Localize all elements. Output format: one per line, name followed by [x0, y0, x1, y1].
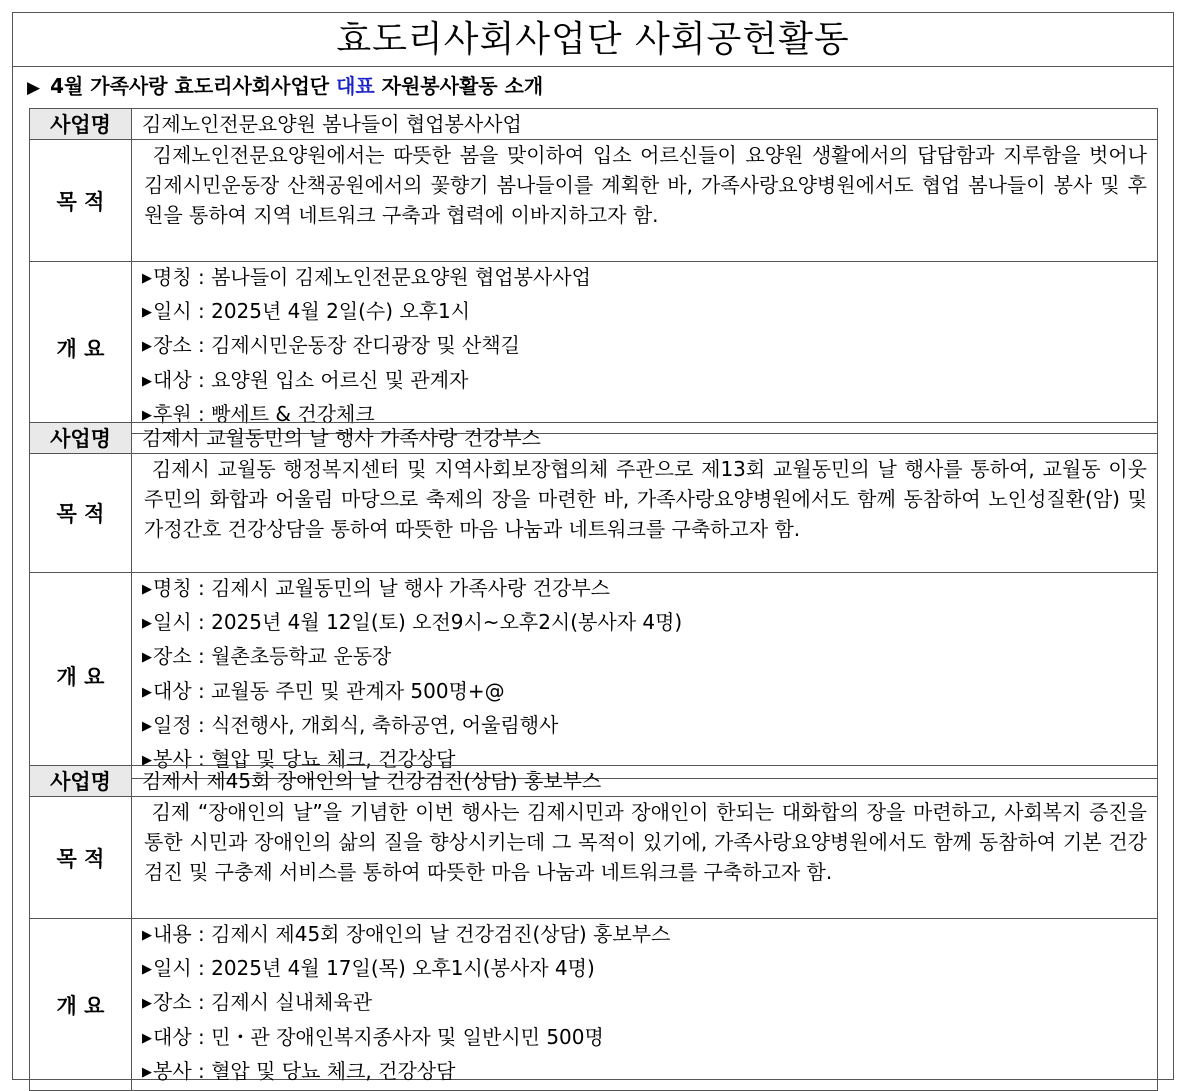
list-item: ▶명칭 : 봄나들이 김제노인전문요양원 협업봉사사업: [142, 265, 591, 289]
list-item: ▶대상 : 교월동 주민 및 관계자 500명+@: [142, 678, 505, 703]
section-heading: [27, 71, 543, 101]
purpose-text: 김제시 교월동 행정복지센터 및 지역사회보장협의체 주관으로 제13회 교월동민의 날 행사를 통하여, 교월동 이웃 주민의 화합과 어울림 마당으로 축제의 장을 마련한 바, 가족사랑요양병원에서도 함께 동참하여 노인성질환(암) 및 가정간호 건강상담을 통하여 따뜻한 마음 나눔과 네트워크를 구축하고자 함.: [144, 457, 1148, 542]
overview-label: 개 요: [30, 262, 132, 434]
project-name: 김제노인전문요양원 봄나들이 협업봉사사업: [132, 109, 1158, 140]
subhead-highlight: 대표: [336, 74, 375, 98]
project-label: 사업명: [30, 766, 132, 797]
small-triangle-bullet-icon: ▶: [142, 962, 152, 978]
project-name: 김제시 제45회 장애인의 날 건강검진(상담) 홍보부스: [132, 766, 1158, 797]
small-triangle-bullet-icon: ▶: [142, 582, 152, 597]
list-item: ▶후원 : 빵세트 & 건강체크: [142, 401, 375, 426]
list-item: ▶대상 : 민・관 장애인복지종사자 및 일반시민 500명: [142, 1024, 604, 1049]
document-frame: [12, 12, 1174, 1083]
list-item: ▶일정 : 식전행사, 개회식, 축하공연, 어울림행사: [142, 712, 559, 737]
subhead-prefix: 4월 가족사랑 효도리사회사업단: [50, 74, 330, 98]
purpose-label: 목 적: [30, 454, 132, 573]
small-triangle-bullet-icon: ▶: [142, 753, 152, 769]
list-item: ▶내용 : 김제시 제45회 장애인의 날 건강검진(상담) 홍보부스: [142, 922, 671, 946]
small-triangle-bullet-icon: ▶: [142, 339, 152, 355]
purpose-label: 목 적: [30, 140, 132, 262]
list-item: ▶대상 : 요양원 입소 어르신 및 관계자: [142, 367, 469, 392]
overview-list: [142, 919, 1147, 1090]
purpose-label: 목 적: [30, 797, 132, 919]
list-item: ▶명칭 : 김제시 교월동민의 날 행사 가족사랑 건강부스: [142, 576, 610, 600]
list-item: ▶일시 : 2025년 4월 2일(수) 오후1시: [142, 299, 471, 324]
triangle-right-icon: ▶: [27, 78, 41, 98]
small-triangle-bullet-icon: ▶: [142, 996, 152, 1012]
small-triangle-bullet-icon: ▶: [142, 718, 152, 734]
small-triangle-bullet-icon: ▶: [142, 1030, 152, 1046]
project-table-2: [29, 422, 1158, 779]
list-item: ▶장소 : 월촌초등학교 운동장: [142, 644, 392, 669]
subhead-suffix: 자원봉사활동 소개: [381, 74, 544, 98]
small-triangle-bullet-icon: ▶: [142, 271, 152, 286]
purpose-text: 김제노인전문요양원에서는 따뜻한 봄을 맞이하여 입소 어르신들이 요양원 생활에서의 답답함과 지루함을 벗어나 김제시민운동장 산책공원에서의 꽃향기 봄나들이를 계획한 바, 가족사랑요양병원에서도 협업 봄나들이 봉사 및 후원을 통하여 지역 네트워크 구축과 협력에 이바지하고자 함.: [144, 143, 1147, 228]
project-name: 김제시 교월동민의 날 행사 가족사랑 건강부스: [132, 423, 1158, 454]
project-table-1: [29, 108, 1158, 434]
overview-list: [142, 573, 1147, 778]
small-triangle-bullet-icon: ▶: [142, 650, 152, 666]
list-item: ▶봉사 : 혈압 및 당뇨 체크, 건강상담: [142, 747, 456, 772]
purpose-text: 김제 “장애인의 날”을 기념한 이번 행사는 김제시민과 장애인이 한되는 대화합의 장을 마련하고, 사회복지 증진을 통한 시민과 장애인의 삶의 질을 향상시키는데 그 목적이 있기에, 가족사랑요양병원에서도 함께 동참하여 기본 건강검진 및 구충제 서비스를 통하여 따뜻한 마음 나눔과 네트워크를 구축하고자 함.: [144, 800, 1147, 885]
overview-list: [142, 262, 1147, 433]
small-triangle-bullet-icon: ▶: [142, 407, 152, 423]
document-title: 효도리사회사업단 사회공헌활동: [13, 13, 1173, 67]
overview-label: 개 요: [30, 919, 132, 1091]
list-item: ▶장소 : 김제시민운동장 잔디광장 및 산책길: [142, 333, 520, 358]
list-item: ▶일시 : 2025년 4월 17일(목) 오후1시(봉사자 4명): [142, 956, 595, 981]
small-triangle-bullet-icon: ▶: [142, 684, 152, 700]
small-triangle-bullet-icon: ▶: [142, 616, 152, 632]
project-table-3: [29, 765, 1158, 1091]
list-item: ▶일시 : 2025년 4월 12일(토) 오전9시~오후2시(봉사자 4명): [142, 610, 683, 635]
project-label: 사업명: [30, 109, 132, 140]
overview-label: 개 요: [30, 573, 132, 779]
small-triangle-bullet-icon: ▶: [142, 305, 152, 321]
small-triangle-bullet-icon: ▶: [142, 373, 152, 389]
list-item: ▶장소 : 김제시 실내체육관: [142, 990, 373, 1015]
small-triangle-bullet-icon: ▶: [142, 1064, 152, 1080]
small-triangle-bullet-icon: ▶: [142, 928, 152, 943]
list-item: ▶봉사 : 혈압 및 당뇨 체크, 건강상담: [142, 1058, 456, 1083]
project-label: 사업명: [30, 423, 132, 454]
